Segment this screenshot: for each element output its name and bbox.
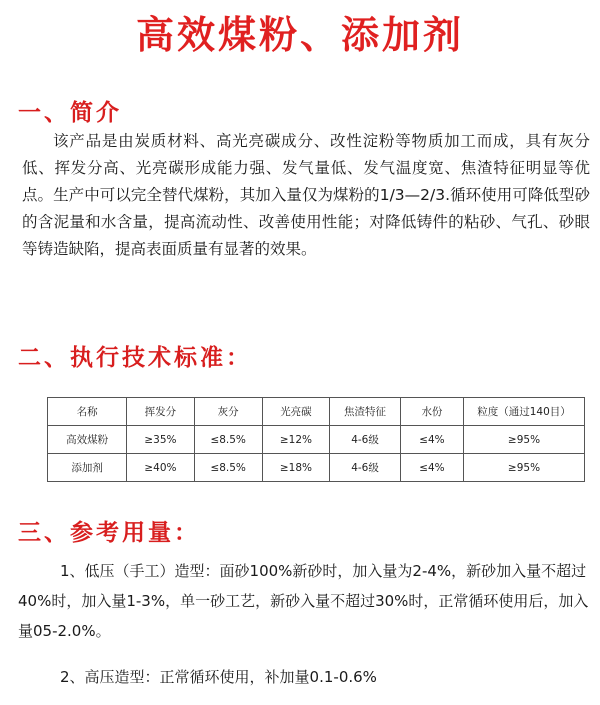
table-header-cell: 焦渣特征 xyxy=(330,398,401,426)
section-heading-standards: 二、执行技术标准： xyxy=(18,345,252,371)
table-cell: ≤4% xyxy=(400,426,463,454)
section-heading-usage: 三、参考用量： xyxy=(18,520,200,546)
table-header-cell: 灰分 xyxy=(194,398,262,426)
page-title: 高效煤粉、添加剂 xyxy=(135,13,464,57)
spec-table xyxy=(47,397,585,482)
table-cell: 4-6级 xyxy=(330,426,401,454)
table-cell: ≥40% xyxy=(127,454,195,482)
table-cell: ≥95% xyxy=(463,426,584,454)
usage-item-high-pressure: 2、高压造型：正常循环使用，补加量0.1-0.6% xyxy=(60,668,377,686)
table-cell: ≤4% xyxy=(400,454,463,482)
table-header-cell: 挥发分 xyxy=(127,398,195,426)
table-header-row xyxy=(48,398,585,426)
table-cell: ≥12% xyxy=(262,426,330,454)
table-cell: ≥18% xyxy=(262,454,330,482)
table-cell: ≤8.5% xyxy=(194,454,262,482)
table-row xyxy=(48,454,585,482)
table-cell: ≥35% xyxy=(127,426,195,454)
table-header-cell: 名称 xyxy=(48,398,127,426)
section-heading-intro: 一、简介 xyxy=(18,100,122,126)
table-cell: 4-6级 xyxy=(330,454,401,482)
table-cell: 添加剂 xyxy=(48,454,127,482)
table-row xyxy=(48,426,585,454)
table-cell: ≤8.5% xyxy=(194,426,262,454)
table-header-cell: 水份 xyxy=(400,398,463,426)
table-header-cell: 粒度（通过140目） xyxy=(463,398,584,426)
table-cell: ≥95% xyxy=(463,454,584,482)
usage-item-low-pressure: 1、低压（手工）造型：面砂100%新砂时，加入量为2-4%，新砂加入量不超过40%时，加入量1-3%，单一砂工艺，新砂入量不超过30%时，正常循环使用后，加入量05-2.0%。 xyxy=(18,562,589,640)
table-cell: 高效煤粉 xyxy=(48,426,127,454)
intro-paragraph: 该产品是由炭质材料、高光亮碳成分、改性淀粉等物质加工而成，具有灰分低、挥发分高、光亮碳形成能力强、发气量低、发气温度宽、焦渣特征明显等优点。生产中可以完全替代煤粉，其加入量仅为煤粉的1/3—2/3.循环使用可降低型砂的含泥量和水含量，提高流动性、改善使用性能；对降低铸件的粘砂、气孔、砂眼等铸造缺陷，提高表面质量有显著的效果。 xyxy=(22,132,590,258)
table-header-cell: 光亮碳 xyxy=(262,398,330,426)
